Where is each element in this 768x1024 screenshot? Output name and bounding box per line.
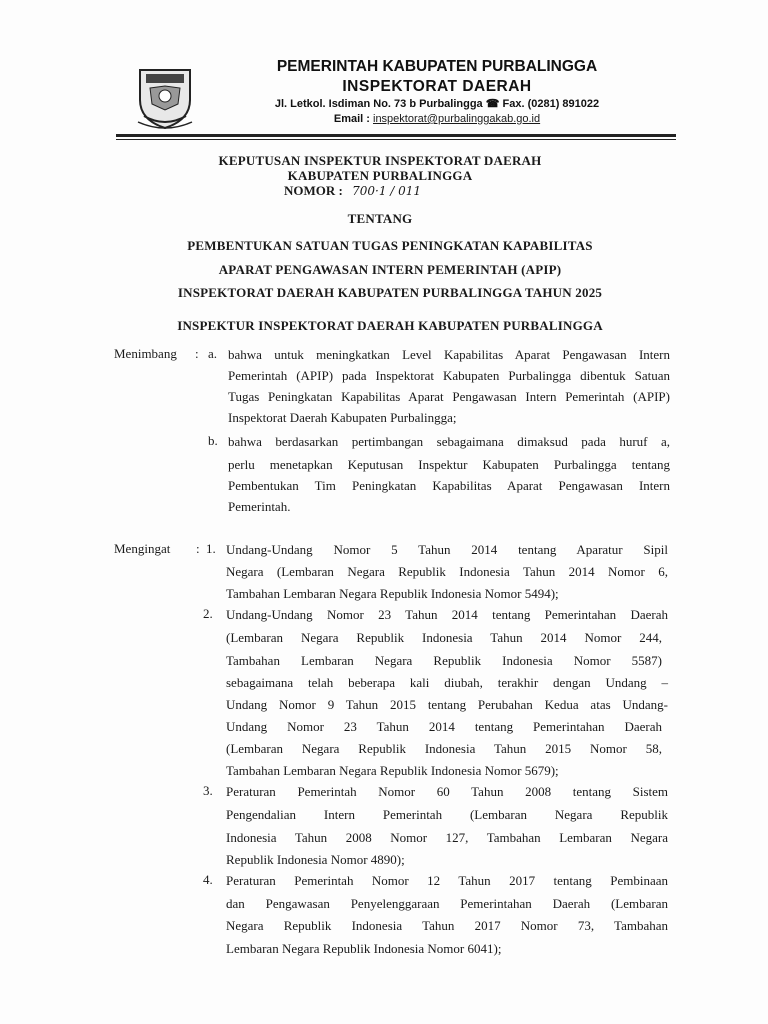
decree-number (284, 183, 421, 199)
mengingat-2-line: Undang Nomor 9 Tahun 2015 tentang Perubahan Kedua atas Undang- (226, 697, 668, 712)
office-address (200, 97, 674, 110)
office-email (200, 113, 674, 125)
menimbang-label: Menimbang (114, 346, 177, 361)
mengingat-2-marker: 2. (203, 606, 213, 621)
regency-emblem (132, 64, 198, 132)
fax-text: Fax. (0281) 891022 (502, 98, 600, 110)
mengingat-1-line: Negara (Lembaran Negara Republik Indonesia Tahun 2014 Nomor 6, (226, 564, 668, 579)
address-text: Jl. Letkol. Isdiman No. 73 b Purbalingga (274, 98, 483, 110)
mengingat-2-line: Tambahan Lembaran Negara Republik Indonesia Nomor 5587) (226, 653, 662, 668)
menimbang-colon: : (195, 346, 199, 361)
about-heading: TENTANG (347, 211, 413, 226)
mengingat-1-line: Undang-Undang Nomor 5 Tahun 2014 tentang Aparatur Sipil (226, 542, 668, 557)
menimbang-a-line: bahwa untuk meningkatkan Level Kapabilitas Aparat Pengawasan Intern (228, 347, 670, 362)
mengingat-2-line: Undang Nomor 23 Tahun 2014 tentang Pemerintahan Daerah (226, 719, 662, 734)
menimbang-a-line: Tugas Peningkatan Kapabilitas Aparat Pengawasan Intern Pemerintah (APIP) (228, 389, 670, 404)
number-handwritten: 700·1 / 011 (352, 184, 422, 198)
phone-icon: ☎ (485, 98, 500, 110)
mengingat-2-line: sebagaimana telah beberapa kali diubah, terakhir dengan Undang – (226, 675, 668, 690)
menimbang-b-line: Pembentukan Tim Peningkatan Kapabilitas Aparat Pengawasan Intern (228, 478, 670, 493)
subject-line2: APARAT PENGAWASAN INTERN PEMERINTAH (APIP) (218, 262, 562, 277)
mengingat-3-line: Pengendalian Intern Pemerintah (Lembaran Negara Republik (226, 807, 668, 822)
institution-name: PEMERINTAH KABUPATEN PURBALINGGA (276, 58, 598, 75)
mengingat-colon: : (196, 541, 200, 556)
mengingat-4-line: dan Pengawasan Penyelenggaraan Pemerintahan Daerah (Lembaran (226, 896, 668, 911)
mengingat-1-line: Tambahan Lembaran Negara Republik Indonesia Nomor 5494); (226, 586, 559, 601)
subject-line3: INSPEKTORAT DAERAH KABUPATEN PURBALINGGA TAHUN 2025 (177, 285, 603, 300)
menimbang-b-line: Pemerintah. (228, 499, 291, 514)
mengingat-3-line: Peraturan Pemerintah Nomor 60 Tahun 2008 tentang Sistem (226, 784, 668, 799)
number-label: NOMOR : (284, 183, 343, 198)
mengingat-4-line: Negara Republik Indonesia Tahun 2017 Nomor 73, Tambahan (226, 918, 668, 933)
mengingat-2-line: Tambahan Lembaran Negara Republik Indonesia Nomor 5679); (226, 763, 559, 778)
decree-title-line1: KEPUTUSAN INSPEKTUR INSPEKTORAT DAERAH (218, 153, 542, 168)
mengingat-2-line: (Lembaran Negara Republik Indonesia Tahun 2014 Nomor 244, (226, 630, 662, 645)
mengingat-2-line: Undang-Undang Nomor 23 Tahun 2014 tentang Pemerintahan Daerah (226, 607, 668, 622)
menimbang-a-marker: a. (208, 346, 218, 361)
mengingat-3-line: Republik Indonesia Nomor 4890); (226, 852, 405, 867)
mengingat-1-marker: 1. (206, 541, 216, 556)
office-name: INSPEKTORAT DAERAH (342, 78, 532, 95)
authority-heading: INSPEKTUR INSPEKTORAT DAERAH KABUPATEN PURBALINGGA (177, 318, 603, 333)
mengingat-2-line: (Lembaran Negara Republik Indonesia Tahun 2015 Nomor 58, (226, 741, 662, 756)
mengingat-4-marker: 4. (203, 872, 213, 887)
letterhead-rule (116, 134, 676, 137)
mengingat-4-line: Peraturan Pemerintah Nomor 12 Tahun 2017 tentang Pembinaan (226, 873, 668, 888)
menimbang-a-line: Pemerintah (APIP) pada Inspektorat Kabupaten Purbalingga dibentuk Satuan (228, 368, 670, 383)
menimbang-b-line: bahwa berdasarkan pertimbangan sebagaimana dimaksud pada huruf a, (228, 434, 670, 449)
menimbang-b-marker: b. (208, 433, 218, 448)
mengingat-label: Mengingat (114, 541, 171, 556)
letterhead-rule-thin (116, 139, 676, 140)
email-link[interactable]: inspektorat@purbalinggakab.go.id (373, 113, 541, 125)
email-label: Email : (333, 113, 370, 125)
menimbang-b-line: perlu menetapkan Keputusan Inspektur Kabupaten Purbalingga tentang (228, 457, 670, 472)
mengingat-3-line: Indonesia Tahun 2008 Nomor 127, Tambahan Lembaran Negara (226, 830, 668, 845)
decree-title-line2: KABUPATEN PURBALINGGA (287, 168, 473, 183)
mengingat-4-line: Lembaran Negara Republik Indonesia Nomor 6041); (226, 941, 502, 956)
subject-line1: PEMBENTUKAN SATUAN TUGAS PENINGKATAN KAPABILITAS (187, 238, 593, 253)
menimbang-a-line: Inspektorat Daerah Kabupaten Purbalingga; (228, 410, 457, 425)
mengingat-3-marker: 3. (203, 783, 213, 798)
